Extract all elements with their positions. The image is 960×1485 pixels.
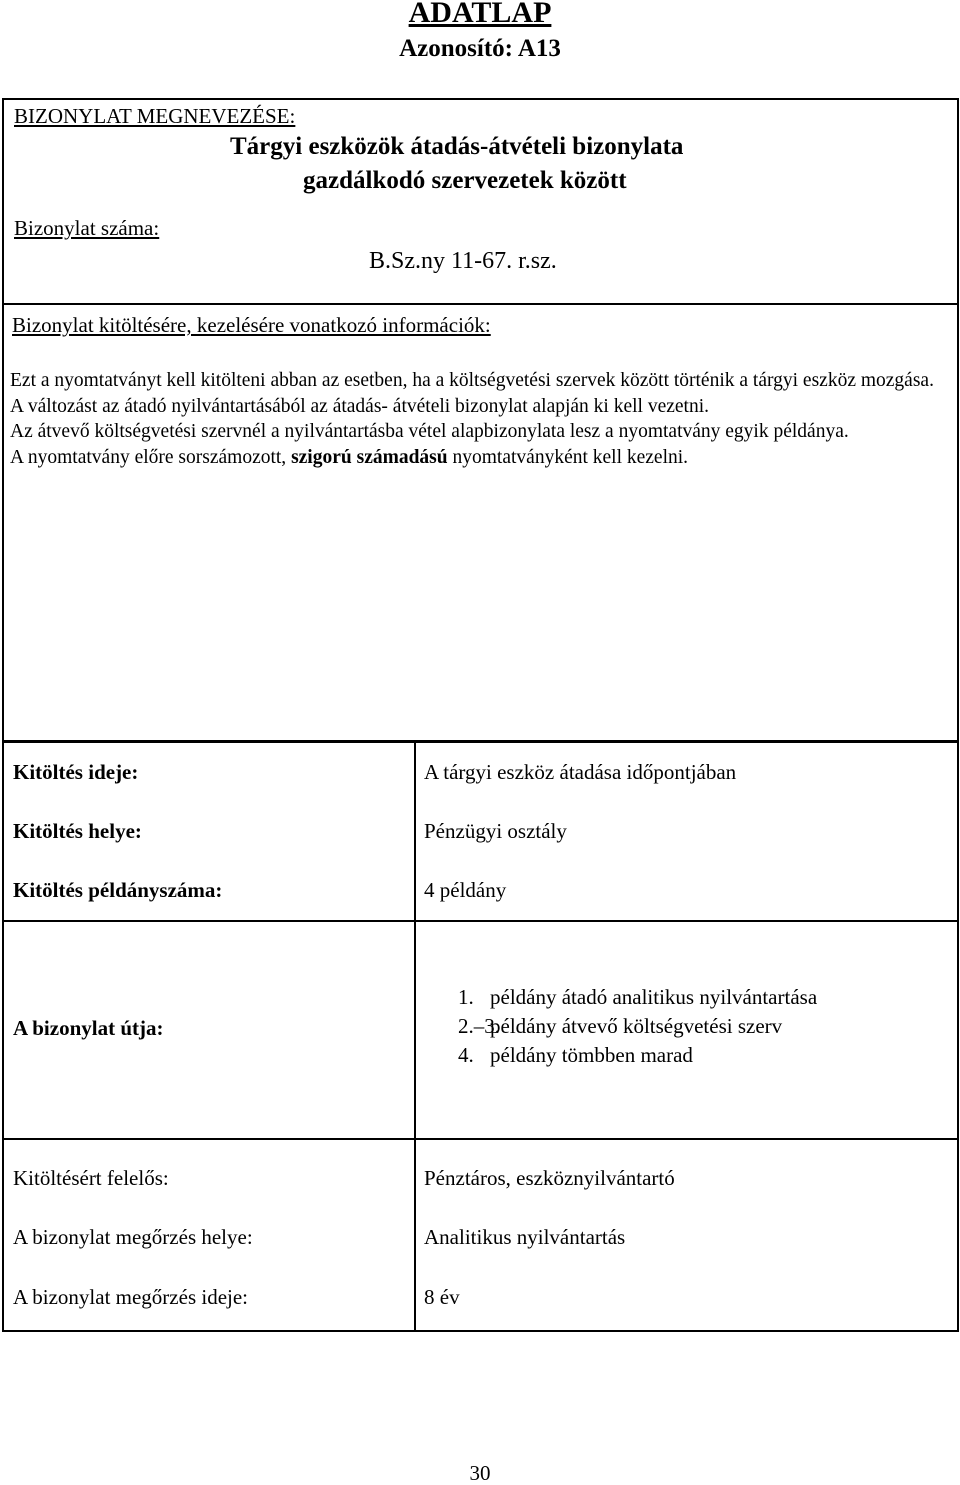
route-item-text: példány átvevő költségvetési szerv xyxy=(490,1014,783,1038)
route-list xyxy=(458,983,817,1070)
filling-copies-value: 4 példány xyxy=(424,878,507,902)
document-name-line2: gazdálkodó szervezetek között xyxy=(303,167,627,194)
storage-time-value: 8 év xyxy=(424,1285,460,1309)
list-item xyxy=(458,1041,817,1070)
info-p4-bold: szigorú számadású xyxy=(291,446,448,468)
route-item-text: példány tömbben marad xyxy=(490,1043,693,1067)
info-p4-prefix: A nyomtatvány előre sorszámozott, xyxy=(10,446,292,468)
filling-details-table xyxy=(2,741,959,1332)
info-paragraph-4 xyxy=(10,445,945,471)
info-p4-suffix: nyomtatványként kell kezelni. xyxy=(447,446,689,468)
info-paragraph-1: Ezt a nyomtatványt kell kitölteni abban az esetben, ha a költségvetési szervek között történik a tárgyi eszköz mozgása. xyxy=(10,370,934,391)
route-item-num: 2.–3. xyxy=(458,1014,500,1038)
filling-labels-cell xyxy=(3,742,415,921)
page-number: 30 xyxy=(469,1461,491,1485)
filling-place-label: Kitöltés helye: xyxy=(13,819,142,843)
route-item-num: 4. xyxy=(458,1043,474,1067)
responsible-label: Kitöltésért felelős: xyxy=(13,1166,169,1190)
list-item xyxy=(458,983,817,1012)
filling-values-cell xyxy=(415,742,958,921)
document-name-line1: Tárgyi eszközök átadás-átvételi bizonylata xyxy=(230,133,684,160)
responsible-value: Pénztáros, eszköznyilvántartó xyxy=(424,1166,675,1190)
table-row xyxy=(3,742,958,921)
route-label-cell xyxy=(3,921,415,1139)
responsibility-labels-cell xyxy=(3,1139,415,1331)
page-title: ADATLAP xyxy=(408,0,552,29)
info-text xyxy=(10,368,945,470)
route-values-cell xyxy=(415,921,958,1139)
document-name-label: BIZONYLAT MEGNEVEZÉSE: xyxy=(14,104,296,128)
responsibility-values-cell xyxy=(415,1139,958,1331)
filling-time-label: Kitöltés ideje: xyxy=(13,760,139,784)
route-label: A bizonylat útja: xyxy=(13,1016,164,1040)
table-row xyxy=(3,921,958,1139)
storage-time-label: A bizonylat megőrzés ideje: xyxy=(13,1285,249,1309)
info-label: Bizonylat kitöltésére, kezelésére vonatkozó információk: xyxy=(12,313,491,337)
document-name-box xyxy=(2,98,959,305)
list-item xyxy=(458,1012,817,1041)
document-number-label: Bizonylat száma: xyxy=(14,216,160,240)
storage-place-value: Analitikus nyilvántartás xyxy=(424,1225,626,1249)
route-item-text: példány átadó analitikus nyilvántartása xyxy=(490,985,818,1009)
route-item-num: 1. xyxy=(458,985,474,1009)
document-number-value: B.Sz.ny 11-67. r.sz. xyxy=(369,248,557,274)
filling-place-value: Pénzügyi osztály xyxy=(424,819,567,843)
table-row xyxy=(3,1139,958,1331)
info-paragraph-3: Az átvevő költségvetési szervnél a nyilvántartásba vétel alapbizonylata lesz a nyomtatvány egyik példánya. xyxy=(10,421,849,443)
filling-time-value: A tárgyi eszköz átadása időpontjában xyxy=(424,760,737,784)
info-paragraph-2: A változást az átadó nyilvántartásából az átadás- átvételi bizonylat alapján ki kell vezetni. xyxy=(10,395,710,417)
filling-copies-label: Kitöltés példányszáma: xyxy=(13,878,223,902)
document-identifier: Azonosító: A13 xyxy=(399,35,561,62)
storage-place-label: A bizonylat megőrzés helye: xyxy=(13,1225,253,1249)
